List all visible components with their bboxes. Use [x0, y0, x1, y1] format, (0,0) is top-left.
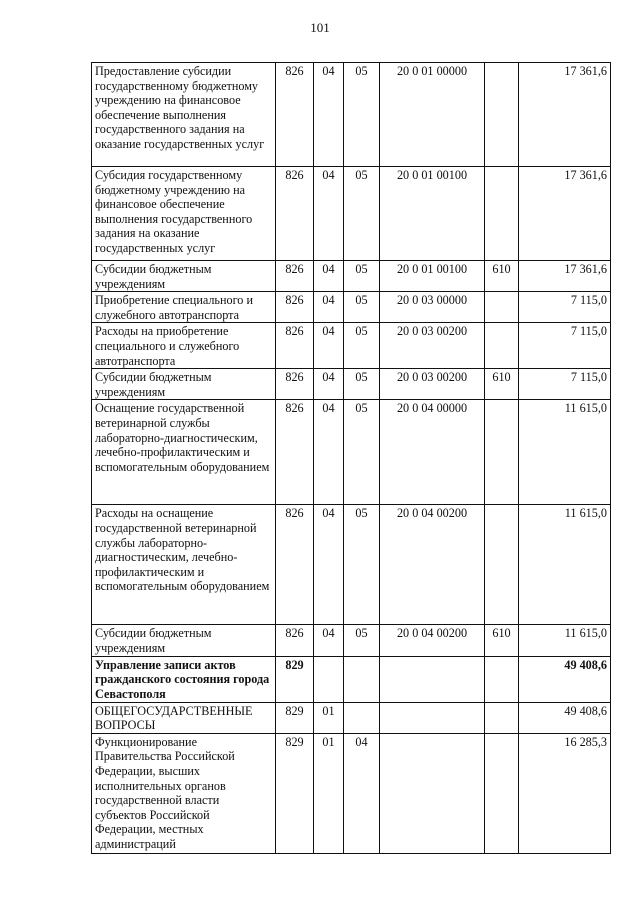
expense-name: Управление записи актов гражданского состояния города Севастополя [92, 656, 276, 702]
amount: 17 361,6 [519, 63, 611, 167]
subsection-code: 05 [344, 261, 380, 292]
expense-type-code [485, 400, 519, 505]
expense-name: Расходы на оснащение государственной ветеринарной службы лабораторно-диагностическим, лечебно-профилактическим и вспомогательным оборудованием [92, 505, 276, 625]
grbs-code: 826 [276, 292, 314, 323]
target-article-code: 20 0 04 00200 [380, 505, 485, 625]
table-row [92, 167, 611, 261]
expense-type-code [485, 323, 519, 369]
table-row [92, 292, 611, 323]
section-code: 04 [314, 261, 344, 292]
amount: 17 361,6 [519, 261, 611, 292]
subsection-code: 05 [344, 167, 380, 261]
table-row [92, 656, 611, 702]
subsection-code [344, 702, 380, 733]
grbs-code: 826 [276, 625, 314, 656]
table-row [92, 400, 611, 505]
expense-name: Субсидии бюджетным учреждениям [92, 369, 276, 400]
amount: 11 615,0 [519, 505, 611, 625]
table-row [92, 63, 611, 167]
table-row [92, 702, 611, 733]
grbs-code: 826 [276, 261, 314, 292]
section-code: 04 [314, 505, 344, 625]
expense-name: Субсидия государственному бюджетному учреждению на финансовое обеспечение выполнения государственного задания на оказание государственных услуг [92, 167, 276, 261]
target-article-code: 20 0 04 00200 [380, 625, 485, 656]
amount: 11 615,0 [519, 625, 611, 656]
subsection-code: 05 [344, 625, 380, 656]
expense-type-code [485, 702, 519, 733]
section-code: 04 [314, 167, 344, 261]
expense-type-code [485, 733, 519, 853]
target-article-code [380, 702, 485, 733]
expense-name: Оснащение государственной ветеринарной службы лабораторно-диагностическим, лечебно-профилактическим и вспомогательным оборудованием [92, 400, 276, 505]
expense-type-code: 610 [485, 261, 519, 292]
expense-name: Предоставление субсидии государственному бюджетному учреждению на финансовое обеспечение выполнения государственного задания на оказание государственных услуг [92, 63, 276, 167]
amount: 16 285,3 [519, 733, 611, 853]
section-code: 04 [314, 63, 344, 167]
expense-type-code [485, 505, 519, 625]
section-code: 04 [314, 323, 344, 369]
target-article-code: 20 0 01 00100 [380, 261, 485, 292]
grbs-code: 829 [276, 702, 314, 733]
table-row [92, 261, 611, 292]
budget-table [91, 62, 611, 854]
grbs-code: 826 [276, 167, 314, 261]
expense-type-code [485, 292, 519, 323]
amount: 17 361,6 [519, 167, 611, 261]
subsection-code [344, 656, 380, 702]
expense-name: ОБЩЕГОСУДАРСТВЕННЫЕ ВОПРОСЫ [92, 702, 276, 733]
amount: 49 408,6 [519, 656, 611, 702]
expense-type-code: 610 [485, 369, 519, 400]
expense-name: Приобретение специального и служебного автотранспорта [92, 292, 276, 323]
expense-type-code [485, 63, 519, 167]
target-article-code [380, 656, 485, 702]
subsection-code: 05 [344, 369, 380, 400]
subsection-code: 05 [344, 400, 380, 505]
subsection-code: 04 [344, 733, 380, 853]
expense-name: Расходы на приобретение специального и служебного автотранспорта [92, 323, 276, 369]
target-article-code: 20 0 04 00000 [380, 400, 485, 505]
amount: 7 115,0 [519, 323, 611, 369]
grbs-code: 829 [276, 733, 314, 853]
target-article-code: 20 0 03 00200 [380, 369, 485, 400]
expense-name: Субсидии бюджетным учреждениям [92, 625, 276, 656]
section-code: 04 [314, 292, 344, 323]
expense-name: Субсидии бюджетным учреждениям [92, 261, 276, 292]
grbs-code: 826 [276, 369, 314, 400]
expense-type-code: 610 [485, 625, 519, 656]
section-code: 04 [314, 400, 344, 505]
target-article-code: 20 0 01 00100 [380, 167, 485, 261]
target-article-code: 20 0 01 00000 [380, 63, 485, 167]
amount: 49 408,6 [519, 702, 611, 733]
grbs-code: 829 [276, 656, 314, 702]
amount: 7 115,0 [519, 369, 611, 400]
subsection-code: 05 [344, 63, 380, 167]
expense-type-code [485, 656, 519, 702]
table-row [92, 323, 611, 369]
table-row [92, 505, 611, 625]
section-code: 04 [314, 625, 344, 656]
section-code: 04 [314, 369, 344, 400]
section-code: 01 [314, 702, 344, 733]
section-code: 01 [314, 733, 344, 853]
page-number: 101 [310, 20, 330, 35]
table-row [92, 733, 611, 853]
target-article-code: 20 0 03 00200 [380, 323, 485, 369]
grbs-code: 826 [276, 505, 314, 625]
grbs-code: 826 [276, 63, 314, 167]
expense-name: Функционирование Правительства Российской Федерации, высших исполнительных органов государственной власти субъектов Российской Федерации, местных администраций [92, 733, 276, 853]
amount: 7 115,0 [519, 292, 611, 323]
table-row [92, 625, 611, 656]
subsection-code: 05 [344, 292, 380, 323]
amount: 11 615,0 [519, 400, 611, 505]
target-article-code [380, 733, 485, 853]
expense-type-code [485, 167, 519, 261]
grbs-code: 826 [276, 323, 314, 369]
grbs-code: 826 [276, 400, 314, 505]
table-row [92, 369, 611, 400]
target-article-code: 20 0 03 00000 [380, 292, 485, 323]
subsection-code: 05 [344, 323, 380, 369]
section-code [314, 656, 344, 702]
subsection-code: 05 [344, 505, 380, 625]
